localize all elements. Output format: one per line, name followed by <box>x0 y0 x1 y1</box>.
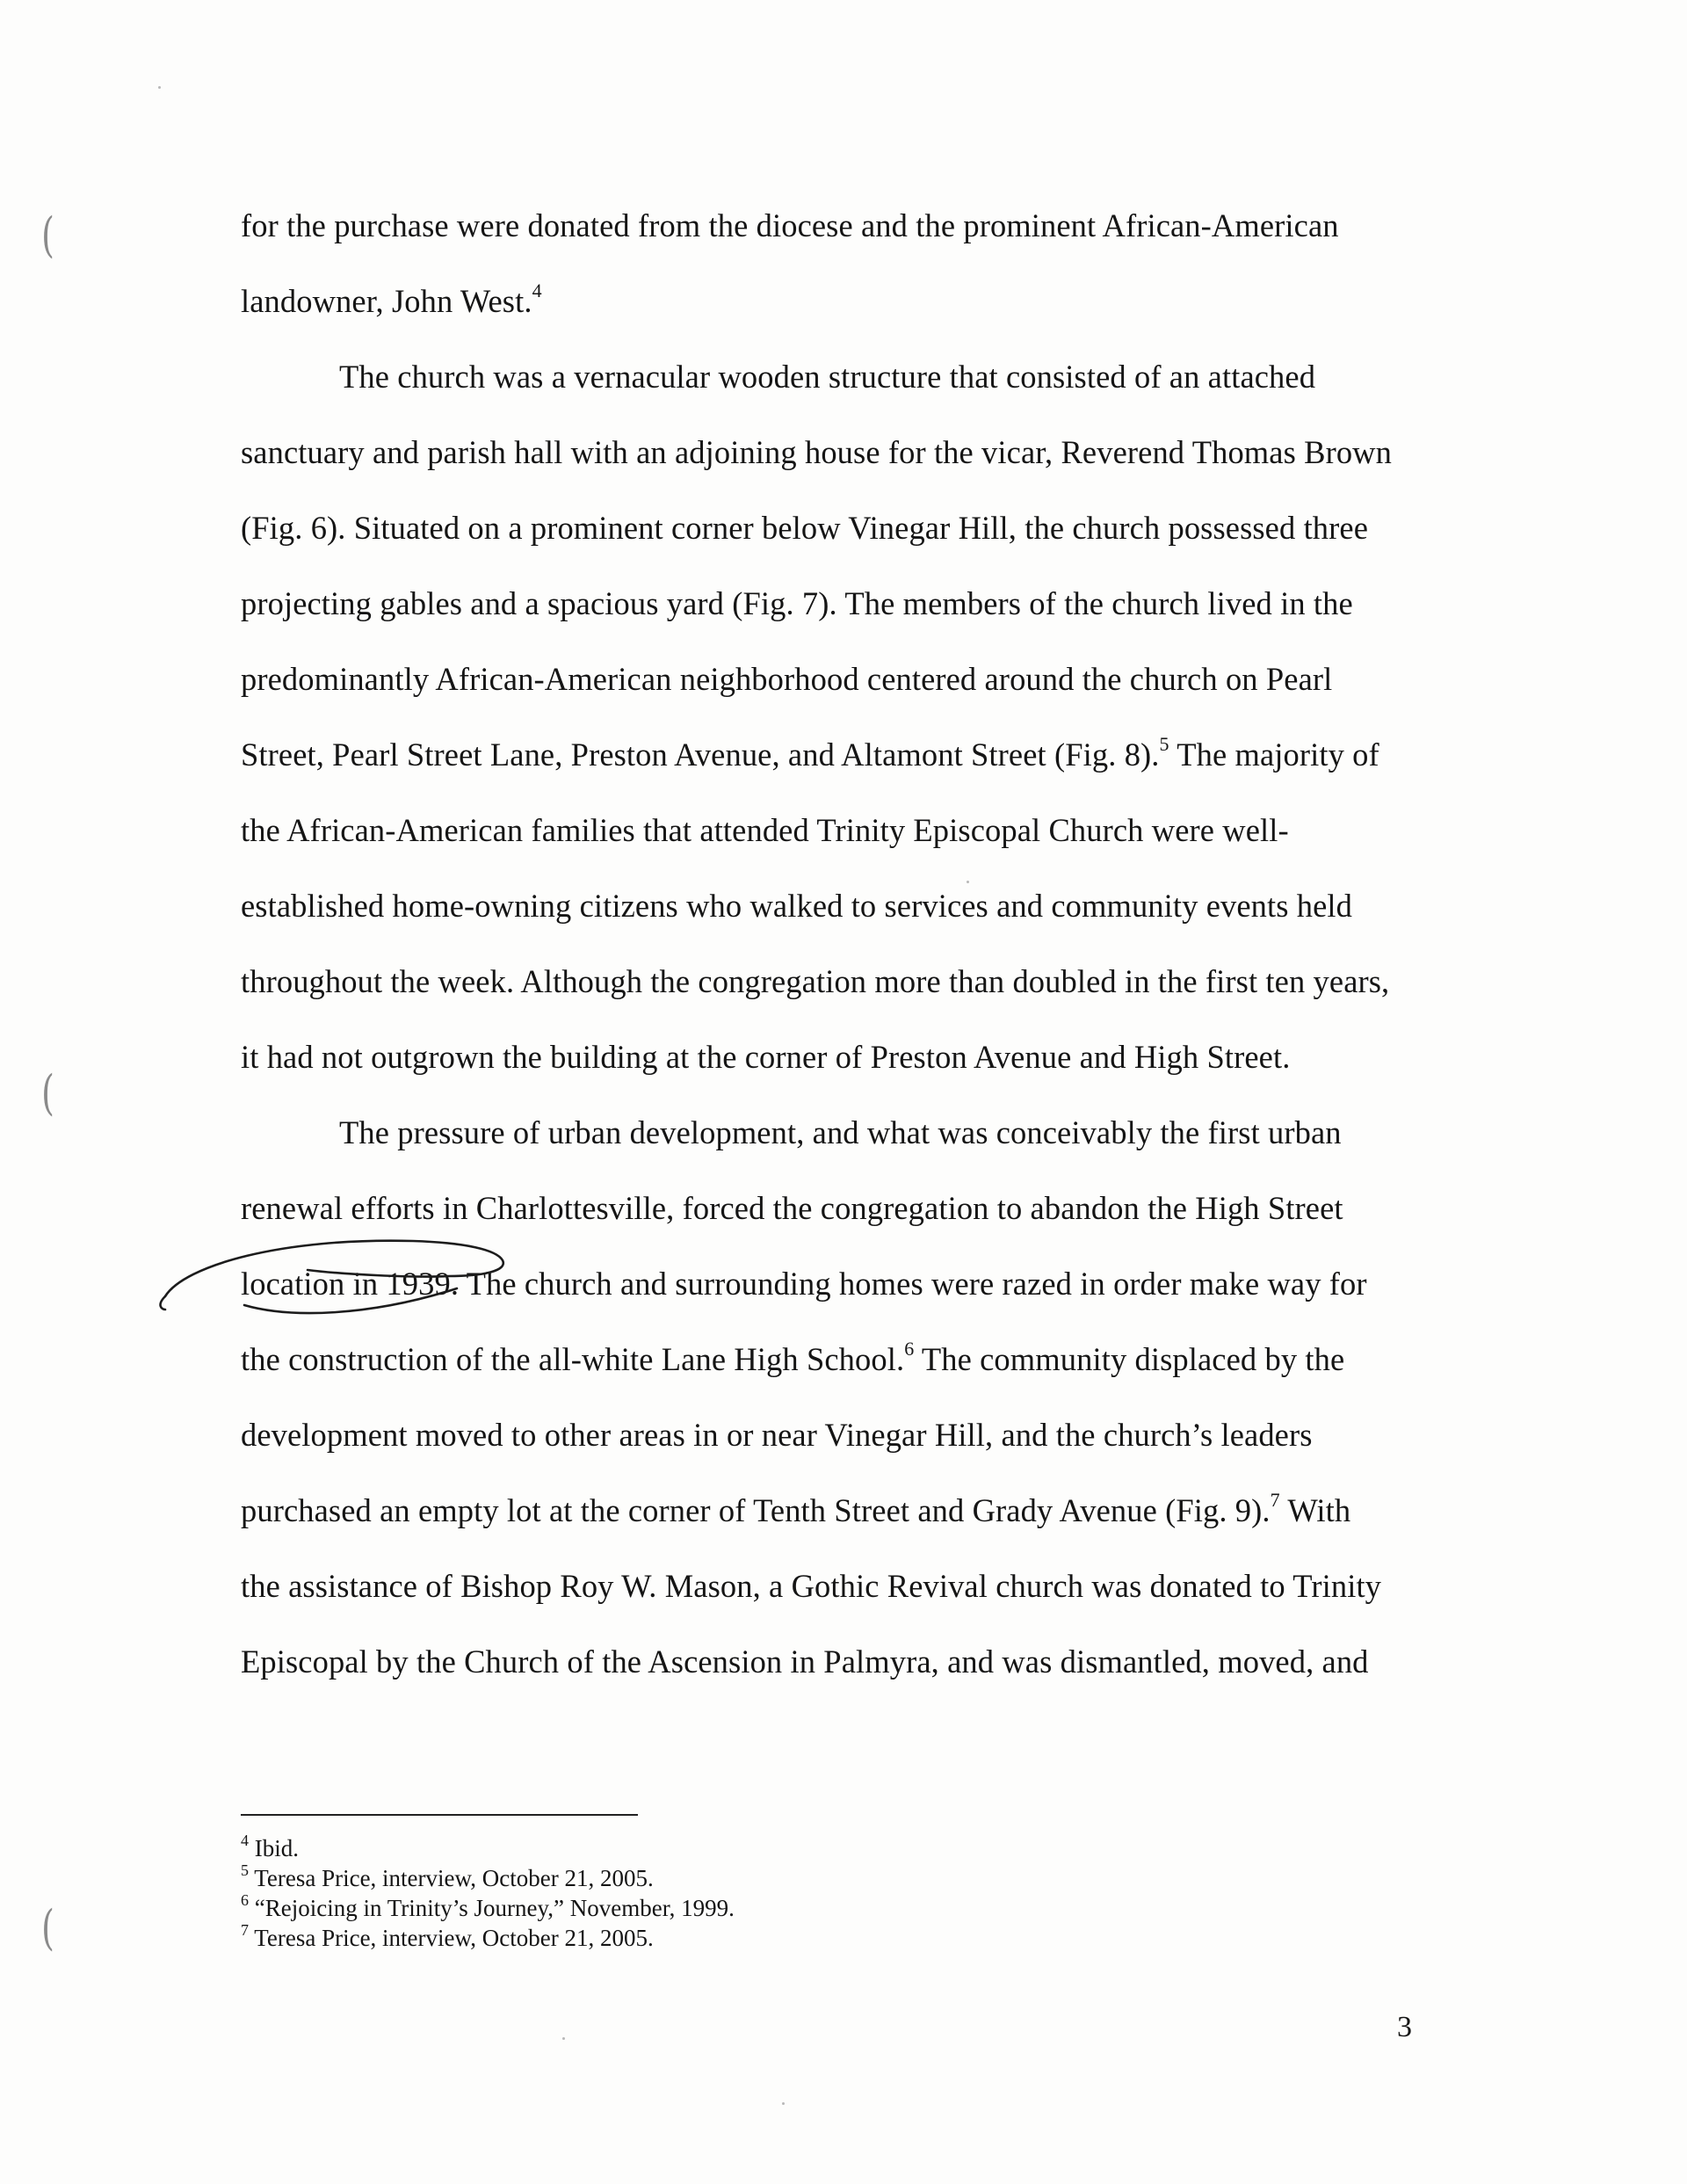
footnote-number: 4 <box>241 1832 249 1849</box>
scan-speck <box>158 86 161 89</box>
text-line: predominantly African-American neighborhood centered around the church on Pearl <box>241 661 1333 697</box>
footnote-number: 6 <box>241 1891 249 1909</box>
footnote-rule <box>241 1814 638 1816</box>
text-line: projecting gables and a spacious yard (Fig. 7). The members of the church lived in the <box>241 585 1353 621</box>
binder-mark: ( <box>41 1900 54 1955</box>
body-text <box>241 188 1436 1700</box>
text-line: the African-American families that attended Trinity Episcopal Church were well- <box>241 812 1289 848</box>
text-line: Street, Pearl Street Lane, Preston Avenue, and Altamont Street (Fig. 8).$^5$ The majority of <box>241 732 1379 773</box>
text-line: throughout the week. Although the congregation more than doubled in the first ten years, <box>241 963 1390 999</box>
footnote-ref: 6 <box>904 1337 915 1360</box>
footnote: $^5$ Teresa Price, interview, October 21, 2005. <box>241 1861 654 1891</box>
annotated-line: location in 1939. The church and surrounding homes were razed in order make way for <box>241 1266 1367 1302</box>
binder-mark: ( <box>41 207 54 263</box>
text-line: Episcopal by the Church of the Ascension in Palmyra, and was dismantled, moved, and <box>241 1643 1369 1680</box>
text-line: for the purchase were donated from the diocese and the prominent African-American <box>241 207 1339 243</box>
footnotes <box>241 1833 1295 1953</box>
footnote-ref: 7 <box>1270 1488 1280 1511</box>
text-line: sanctuary and parish hall with an adjoining house for the vicar, Reverend Thomas Brown <box>241 434 1392 470</box>
footnote: $^7$ Teresa Price, interview, October 21, 2005. <box>241 1921 654 1951</box>
text-line: it had not outgrown the building at the corner of Preston Avenue and High Street. <box>241 1039 1291 1075</box>
paragraph-start-line: The pressure of urban development, and what was conceivably the first urban <box>339 1114 1342 1150</box>
pen-circle-annotation <box>149 1222 571 1327</box>
text-line: development moved to other areas in or near Vinegar Hill, and the church’s leaders <box>241 1417 1313 1453</box>
text-line: purchased an empty lot at the corner of Tenth Street and Grady Avenue (Fig. 9).$^7$ With <box>241 1488 1351 1528</box>
scan-speck <box>782 2102 785 2105</box>
binder-mark: ( <box>41 1065 54 1121</box>
footnote-ref: 5 <box>1159 732 1169 755</box>
text-line: renewal efforts in Charlottesville, forced the congregation to abandon the High Street <box>241 1190 1343 1226</box>
footnote-number: 5 <box>241 1861 249 1879</box>
text-line: the assistance of Bishop Roy W. Mason, a Gothic Revival church was donated to Trinity <box>241 1568 1382 1604</box>
page-number: 3 <box>1397 2011 1412 2043</box>
footnote: $^6$ “Rejoicing in Trinity’s Journey,” November, 1999. <box>241 1891 735 1921</box>
scan-speck <box>562 2037 565 2040</box>
text-line: (Fig. 6). Situated on a prominent corner below Vinegar Hill, the church possessed three <box>241 510 1369 546</box>
text-line: the construction of the all-white Lane High School.$^6$ The community displaced by the <box>241 1337 1345 1377</box>
text-line: established home-owning citizens who walked to services and community events held <box>241 888 1353 924</box>
footnote-ref: 4 <box>532 279 542 301</box>
text-line: landowner, John West.$^4$ <box>241 279 542 319</box>
footnote: $^4$ Ibid. <box>241 1832 299 1861</box>
paragraph-start-line: The church was a vernacular wooden structure that consisted of an attached <box>339 359 1316 395</box>
footnote-number: 7 <box>241 1921 249 1939</box>
